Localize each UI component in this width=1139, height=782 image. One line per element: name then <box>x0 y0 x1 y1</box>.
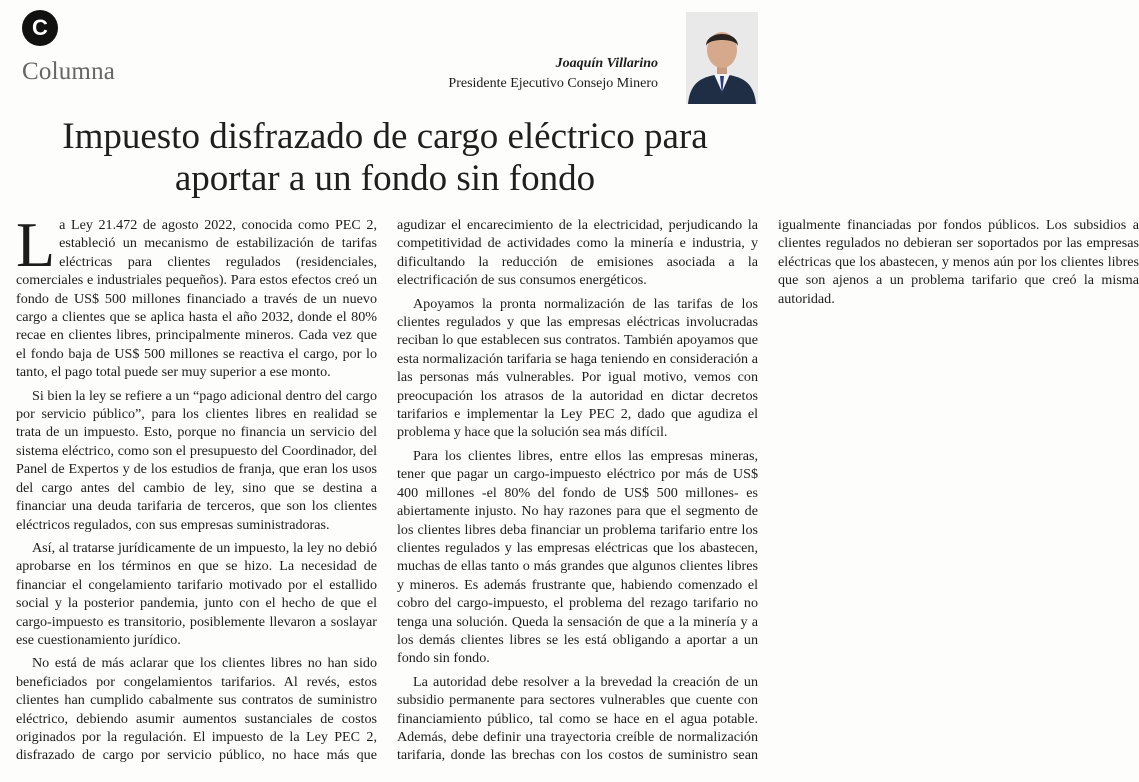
author-block <box>448 54 658 94</box>
paragraph-text: a Ley 21.472 de agosto 2022, conocida como PEC 2, estableció un mecanismo de estabilización de tarifas eléctricas para clientes regulados (residenciales, comerciales e industriales pequeños). Para estos efectos creó un fondo de US$ 500 millones financiado a través de un nuevo cargo a clientes que se aplica hasta el año 2032, donde el 80% recae en clientes libres, principalmente mineros. Cada vez que el fondo baja de US$ 500 millones se reactiva el cargo, por lo tanto, el pago total puede ser muy superior a ese monto. <box>16 217 377 381</box>
drop-cap: L <box>16 209 56 280</box>
paragraph: Así, al tratarse jurídicamente de un impuesto, la ley no debió aprobarse en los términos en que se hizo. La necesidad de financiar el congelamiento tarifario motivado por el estallido social y la posterior pandemia, junto con el hecho de que el cargo-impuesto es transitorio, posiblemente llevaron a soslayar ese cuestionamiento jurídico. <box>16 539 377 648</box>
paragraph <box>16 209 377 382</box>
author-name: Joaquín Villarino <box>555 56 658 71</box>
section-label: Columna <box>22 58 116 85</box>
paragraph: Si bien la ley se refiere a un “pago adicional dentro del cargo por servicio público”, para los clientes libres en realidad se trata de un impuesto. Esto, porque no financia un servicio del sistema eléctrico, como son el presupuesto del Coordinador, del Panel de Expertos y de los estudios de franja, que eran los usos del cargo antes del cambio de ley, sino que se destina a financiar una deuda tarifaria de terceros, que son los clientes eléctricos regulados, con sus empresas suministradoras. <box>16 387 377 533</box>
paragraph: Apoyamos la pronta normalización de las tarifas de los clientes regulados y que las empresas eléctricas involucradas reciban lo que establecen sus contratos. También apoyamos que esta normalización tarifaria se haga teniendo en consideración a las personas más vulnerables. Por igual motivo, vemos con preocupación los atrasos de la autoridad en dictar decretos tarifarios e implementar la Ley PEC 2, dado que agudiza el problema y hace que la solución sea más difícil. <box>397 295 758 441</box>
headline <box>0 116 770 200</box>
section-logo-icon: C <box>22 10 58 46</box>
headline-line-1: Impuesto disfrazado de cargo eléctrico para <box>62 116 708 157</box>
paragraph: Para los clientes libres, entre ellos las empresas mineras, tener que pagar un cargo-impuesto eléctrico por más de US$ 400 millones -el 80% del fondo de US$ 500 millones- es abiertamente injusto. No hay razones para que el segmento de los clientes libres deba financiar un problema tarifario entre los clientes regulados y las empresas eléctricas que los abastecen, muchas de ellas tanto o más grandes que algunos clientes libres y mineros. Es además frustrante que, habiendo comenzado el cobro del cargo-impuesto, el problema del rezago tarifario no tenga una solución. Queda la sensación de que a la minería y a los demás clientes libres se les está obligando a aportar a un fondo sin fondo. <box>397 447 758 667</box>
article-body <box>16 209 1139 782</box>
author-portrait-icon <box>686 12 758 104</box>
paragraph: No está de más aclarar que los clientes libres no han sido beneficiados por congelamientos tarifarios. Al revés, estos clientes han cumplido cabalmente sus contratos de suministro eléctrico, debiendo asumir aumentos sustanciales de costos originados por la regulación. El impuesto de la Ley PEC 2, disfrazado de cargo por servicio público, no hace más que agudizar el encarecimiento de la electricidad, perjudicando la competitividad de actividades como la minería e industria, y dificultando la reducción de emisiones asociada a la electrificación de sus consumos energéticos. <box>16 217 758 764</box>
paragraph: La autoridad debe resolver a la brevedad la creación de un subsidio permanente para sectores vulnerables que cuente con financiamiento público, tal como se hace en el agua potable. Además, debe definir una trayectoria creíble de normalización tarifaria, donde las brechas con los costos de suministro sean igualmente financiadas por fondos públicos. Los subsidios a clientes regulados no debieran ser soportados por las empresas eléctricas que los abastecen, y menos aún por los clientes libres que son ajenos a un problema tarifario que creó la misma autoridad. <box>397 217 1139 764</box>
author-title: Presidente Ejecutivo Consejo Minero <box>448 76 658 91</box>
headline-line-2: aportar a un fondo sin fondo <box>174 158 596 199</box>
